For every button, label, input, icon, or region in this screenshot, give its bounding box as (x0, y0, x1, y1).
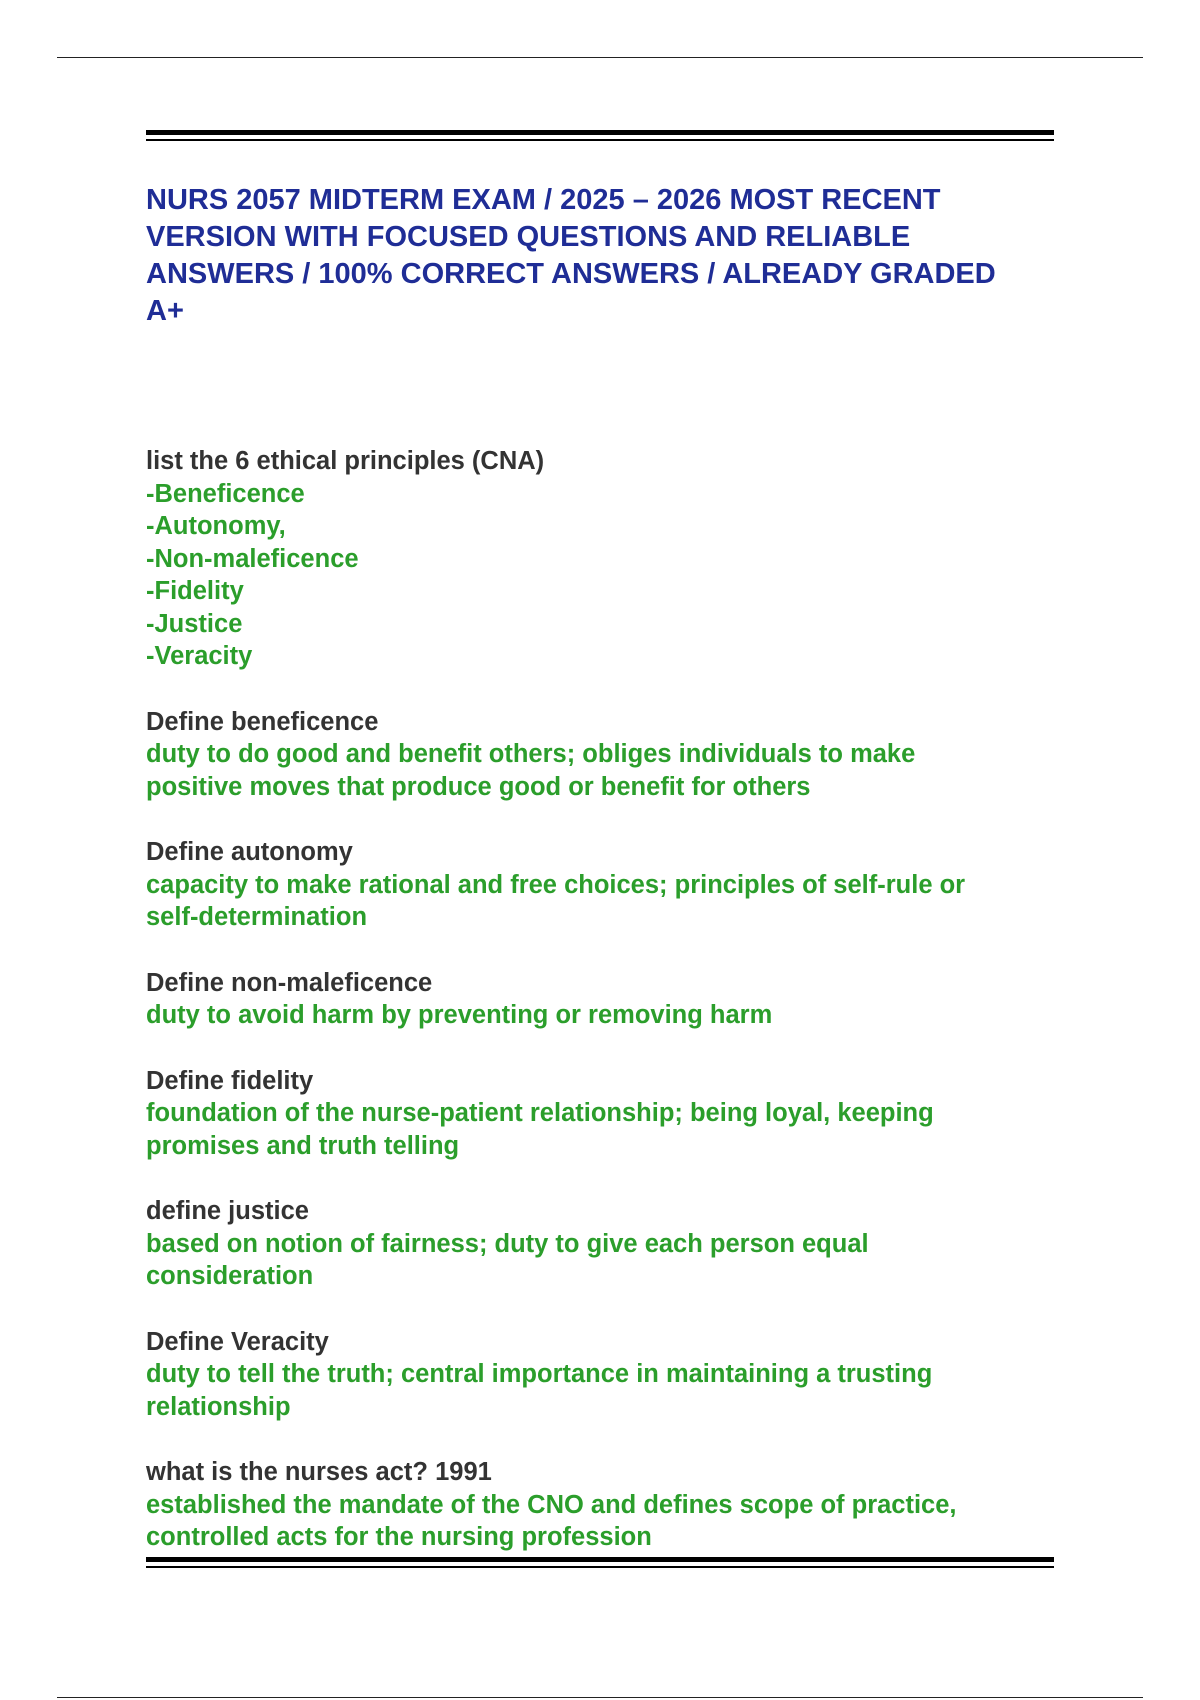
answer-list-item: -Non-maleficence (146, 544, 359, 573)
answer-line: self-determination (146, 903, 368, 931)
qa-item-fidelity (146, 1065, 1066, 1163)
answer-line: based on notion of fairness; duty to give each person equal (146, 1229, 869, 1258)
qa-item-veracity (146, 1326, 1066, 1424)
header-rule-thick (146, 130, 1054, 135)
answer-line: consideration (146, 1262, 314, 1290)
answer-list-item: -Fidelity (146, 577, 244, 605)
answer-list (146, 478, 1066, 673)
answer-line: promises and truth telling (146, 1131, 460, 1160)
footer-double-rule (146, 1557, 1054, 1568)
answer-line: duty to do good and benefit others; obliges individuals to make (146, 740, 916, 768)
answer-list-item: -Beneficence (146, 479, 305, 508)
answer-list-item: -Justice (146, 609, 243, 638)
header-double-rule (146, 130, 1054, 141)
answer-line: positive moves that produce good or benefit for others (146, 772, 811, 801)
qa-item-non-maleficence (146, 967, 1066, 1032)
answer-list-item: -Veracity (146, 642, 253, 670)
header-rule-thin (146, 139, 1054, 141)
question-text: Define fidelity (146, 1066, 314, 1095)
answer-line: controlled acts for the nursing profession (146, 1523, 652, 1551)
qa-item-ethical-principles (146, 445, 1066, 673)
footer-rule-thick (146, 1557, 1054, 1562)
page-bottom-rule (57, 1697, 1143, 1698)
answer-line: relationship (146, 1392, 291, 1421)
page-top-rule (57, 57, 1143, 58)
answer-line: capacity to make rational and free choices; principles of self-rule or (146, 870, 966, 899)
qa-item-justice (146, 1195, 1066, 1293)
question-text: list the 6 ethical principles (CNA) (146, 447, 545, 475)
answer-list-item: -Autonomy, (146, 512, 286, 540)
qa-item-nurses-act (146, 1456, 1066, 1554)
answer-line: established the mandate of the CNO and defines scope of practice, (146, 1490, 957, 1519)
qa-item-beneficence (146, 706, 1066, 804)
document-title: NURS 2057 MIDTERM EXAM / 2025 – 2026 MOST RECENT VERSION WITH FOCUSED QUESTIONS AND RELIABLE ANSWERS / 100% CORRECT ANSWERS / ALREADY GRADED A+ (146, 184, 996, 327)
footer-rule-thin (146, 1566, 1054, 1568)
qa-item-autonomy (146, 836, 1066, 934)
question-text: define justice (146, 1197, 309, 1225)
question-text: Define Veracity (146, 1327, 329, 1356)
question-text: Define autonomy (146, 838, 353, 866)
question-text: Define beneficence (146, 707, 379, 736)
question-text: Define non-maleficence (146, 968, 433, 997)
question-text: what is the nurses act? 1991 (146, 1458, 492, 1486)
answer-line: duty to tell the truth; central importance in maintaining a trusting (146, 1360, 933, 1388)
qa-list (146, 445, 1066, 1587)
answer-line: foundation of the nurse-patient relationship; being loyal, keeping (146, 1099, 934, 1127)
answer-line: duty to avoid harm by preventing or removing harm (146, 1001, 773, 1029)
